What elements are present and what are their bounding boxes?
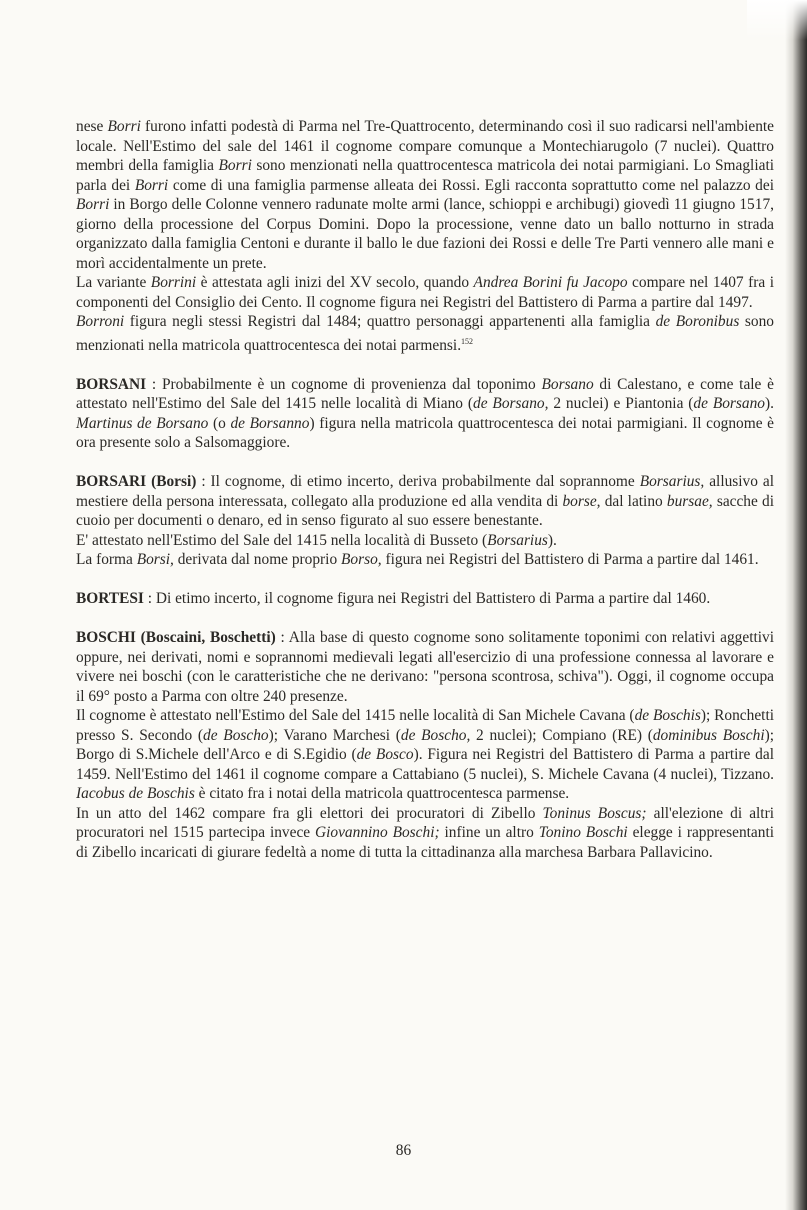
entry-heading: BORSANI <box>76 375 147 393</box>
borrini-paragraph <box>76 273 774 312</box>
italic-run: Tonino Boschi <box>538 824 628 842</box>
text-run: di Calestano, e come tale è attestato nell'Estimo del Sale del 1415 nelle località di Miano ( <box>76 375 774 413</box>
text-run: ). Figura nei Registri del Battistero di Parma a partire dal 1459. Nell'Estimo del 1461 il cognome compare a Cattabiano (5 nuclei), S. Michele Cavana (4 nuclei), Tizzano. <box>76 746 774 783</box>
text-run: furono infatti podestà di Parma nel Tre-Quattrocento, determinando così il suo radicarsi nell'ambiente locale. Nell'Estimo del sale del 1461 il cognome compare comunque a Montechiarugolo (7 nuclei). Quattro membri della famiglia <box>76 118 774 174</box>
italic-run: Iacobus de Boschis <box>76 785 195 803</box>
italic-run: de Bosco <box>356 746 414 764</box>
italic-run: dominibus Boschi <box>652 726 765 744</box>
italic-run: Borri <box>107 118 141 135</box>
text-run: in Borgo delle Colonne vennero radunate molte armi (lance, schioppi e archibugi) giovedì 11 giugno 1517, giorno della processione del Corpus Domini. Dopo la processione, venne dato un ballo notturno in strada organizzato dalla famiglia Centoni e durante il ballo le due fazioni dei Rossi e delle Tre Parti vennero alle mani e morì accidentalmente un prete. <box>76 196 774 272</box>
text-run: : Di etimo incerto, il cognome figura nei Registri del Battistero di Parma a partire dal 1460. <box>143 590 711 608</box>
text-run: ); Borgo di S.Michele dell'Arco e di S.Egidio ( <box>76 726 774 764</box>
page-number: 86 <box>395 1142 412 1159</box>
italic-run: Borri <box>134 176 169 194</box>
italic-run: de Borsano, <box>473 395 549 413</box>
text-run: 2 nuclei); Compiano (RE) ( <box>470 726 653 744</box>
text-run: La forma <box>76 551 137 569</box>
text-run: ) figura nella matricola quattrocentesca dei notai parmigiani. Il cognome è ora presente solo a Salsomaggiore. <box>76 414 774 452</box>
text-run: è attestata agli inizi del XV secolo, quando <box>196 274 474 291</box>
italic-run: Borsarius <box>487 531 548 549</box>
text-run: In un atto del 1462 compare fra gli elettori dei procuratori di Zibello <box>76 804 543 822</box>
text-run: derivata dal nome proprio <box>173 551 341 569</box>
text-run: ); Varano Marchesi ( <box>268 726 401 744</box>
text-run: E' attestato nell'Estimo del Sale del 1415 nella località di Busseto ( <box>76 531 488 549</box>
text-run: (o <box>208 414 231 432</box>
borri-continuation-paragraph <box>76 117 774 273</box>
borroni-paragraph <box>76 312 774 355</box>
page-edge-highlight <box>747 0 807 40</box>
text-run: elegge i rappresentanti di Zibello incaricati di giurare fedeltà a nome di tutta la cittadinanza alla marchesa Barbara Pallavicino. <box>76 824 775 861</box>
text-run: all'elezione di altri procuratori nel 1515 partecipa invece <box>76 804 774 842</box>
italic-run: Borri <box>76 196 110 213</box>
italic-run: Borrini <box>150 274 197 291</box>
entry-boschi <box>76 628 774 706</box>
text-run: Il cognome è attestato nell'Estimo del Sale del 1415 nelle località di San Michele Cavana ( <box>76 707 635 725</box>
text-run: : Probabilmente è un cognome di provenienza dal toponimo <box>146 375 542 393</box>
italic-run: de Borsano <box>693 395 765 413</box>
italic-run: de Boscho <box>203 726 269 744</box>
entry-borsani <box>76 375 774 453</box>
borsari-paragraph-3 <box>76 550 774 570</box>
text-run: figura negli stessi Registri dal 1484; quattro personaggi appartenenti alla famiglia <box>124 313 656 330</box>
text-run: allusivo al mestiere della persona interessata, collegato alla produzione ed alla vendita di <box>76 473 774 510</box>
page-edge-shadow <box>785 0 807 1210</box>
italic-run: Giovannino Boschi; <box>315 824 440 842</box>
entry-borsari <box>76 472 774 531</box>
italic-run: Toninus Boscus; <box>542 804 647 822</box>
italic-run: borse, <box>562 492 601 510</box>
text-run: : Il cognome, di etimo incerto, deriva probabilmente dal soprannome <box>196 473 640 491</box>
text-run: sono menzionati nella quattrocentesca matricola dei notai parmigiani. Lo Smagliati parla dei <box>76 157 774 194</box>
italic-run: Borroni <box>76 313 125 330</box>
boschi-paragraph-2 <box>76 706 774 804</box>
italic-run: Borsarius, <box>639 473 705 491</box>
italic-run: Borri <box>218 157 252 174</box>
text-run: ). <box>765 395 774 413</box>
footnote-marker: 152 <box>461 336 474 346</box>
text-run: sacche di cuoio per documenti o denaro, ed in senso figurato al suo essere benestante. <box>76 492 774 530</box>
text-run: nese <box>76 118 108 135</box>
text-run: infine un altro <box>439 824 539 842</box>
italic-run: de Boronibus <box>655 313 740 330</box>
entry-heading: BORTESI <box>76 590 144 608</box>
text-block <box>76 117 774 862</box>
entry-heading: BORSARI (Borsi) <box>76 473 197 491</box>
text-run: 2 nuclei) e Piantonia ( <box>548 395 694 413</box>
text-run: ); Ronchetti presso S. Secondo ( <box>76 707 774 744</box>
text-run: è citato fra i notai della matricola quattrocentesca parmense. <box>194 785 570 803</box>
italic-run: de Boschis <box>634 707 701 725</box>
text-run: La variante <box>76 274 151 291</box>
boschi-paragraph-3 <box>76 804 774 863</box>
text-run: figura nei Registri del Battistero di Parma a partire dal 1461. <box>381 551 759 569</box>
italic-run: Andrea Borini fu Jacopo <box>473 274 628 291</box>
text-run: ). <box>547 531 557 549</box>
italic-run: bursae, <box>666 492 713 510</box>
text-run: sono menzionati nella matricola quattrocentesca dei notai parmensi. <box>76 313 774 354</box>
text-run: come di una famiglia parmense alleata dei Rossi. Egli racconta soprattutto come nel palazzo dei <box>168 176 774 194</box>
text-run: compare nel 1407 fra i componenti del Consiglio dei Cento. Il cognome figura nei Registri del Battistero di Parma a partire dal 1497. <box>76 274 774 311</box>
italic-run: Borsano <box>541 375 594 393</box>
entry-bortesi <box>76 589 774 609</box>
text-run: : Alla base di questo cognome sono solitamente toponimi con relativi aggettivi oppure, nei derivati, nomi e soprannomi medievali legati all'esercizio di una professione connessa al lavorare e vivere nei boschi (con le caratteristiche che ne derivano: "persona scontrosa, schiva"). Oggi, il cognome occupa il 69° posto a Parma con oltre 240 presenze. <box>76 629 775 705</box>
text-run: dal latino <box>600 492 667 510</box>
italic-run: Martinus de Borsano <box>76 414 209 432</box>
italic-run: Borso, <box>341 551 382 569</box>
italic-run: Borsi, <box>136 551 174 569</box>
italic-run: de Boscho, <box>400 726 471 744</box>
italic-run: de Borsanno <box>230 414 310 432</box>
borsari-paragraph-2 <box>76 531 774 551</box>
entry-heading: BOSCHI (Boscaini, Boschetti) <box>76 629 276 647</box>
